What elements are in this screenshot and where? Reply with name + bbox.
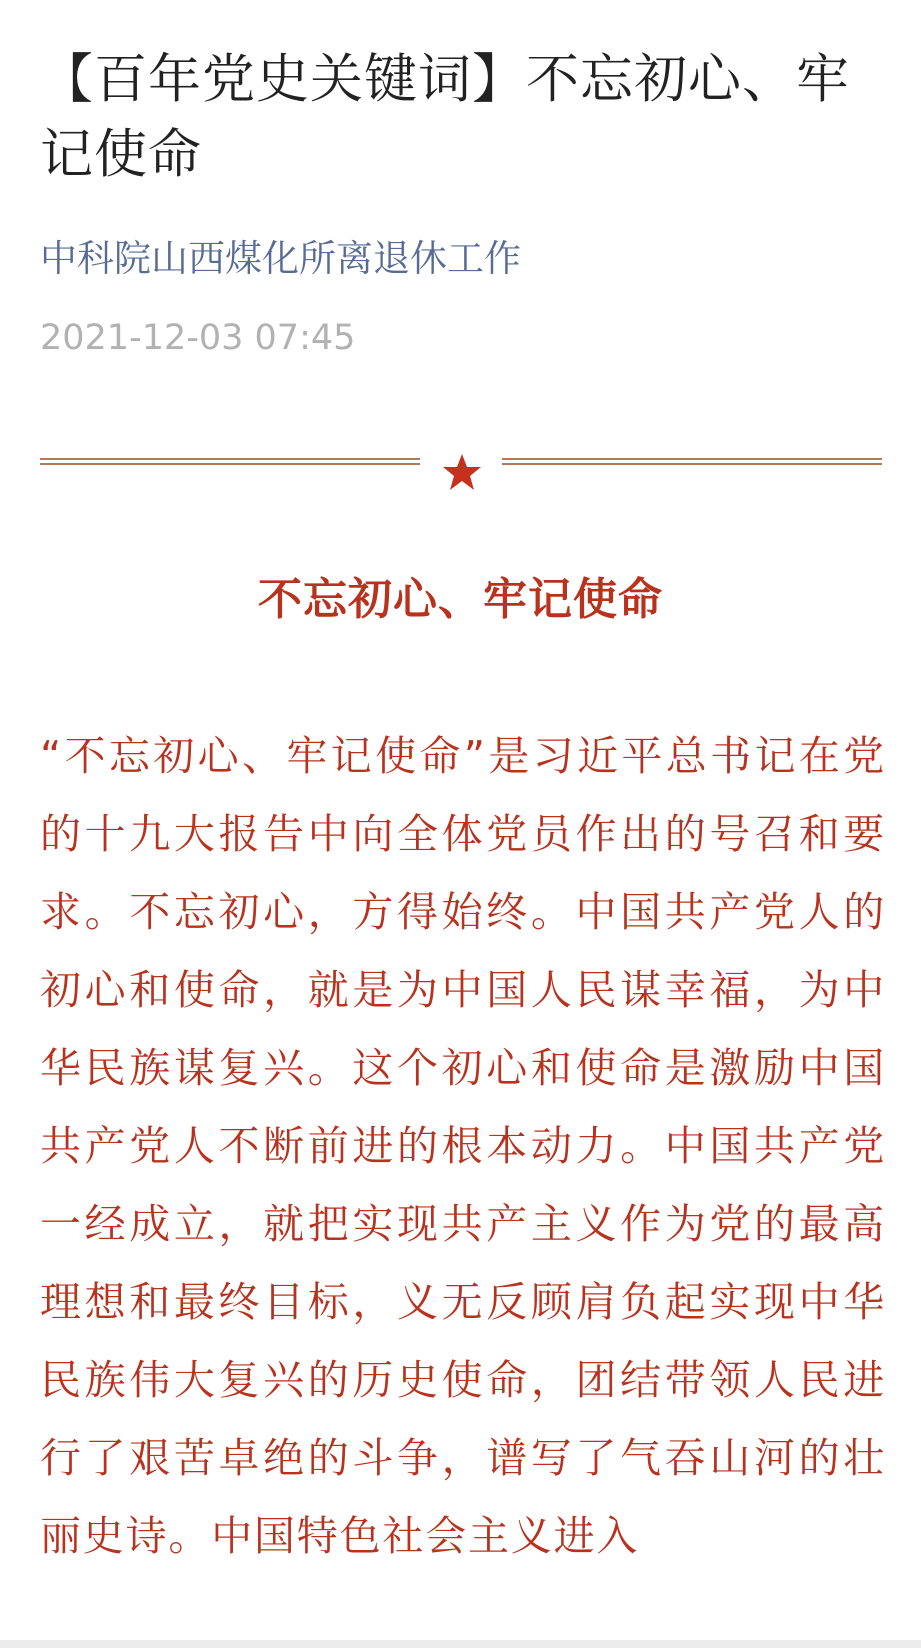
divider-line-left [40, 458, 420, 465]
star-icon [441, 451, 483, 493]
decorative-divider [40, 438, 882, 498]
account-name-link[interactable]: 中科院山西煤化所离退休工作 [40, 237, 521, 280]
publish-time: 2021-12-03 07:45 [40, 318, 356, 358]
bottom-edge [0, 1640, 921, 1648]
divider-line-right [502, 458, 882, 465]
article-title: 【百年党史关键词】不忘初心、牢记使命 [40, 49, 850, 185]
article-paragraph: “不忘初心、牢记使命”是习近平总书记在党的十九大报告中向全体党员作出的号召和要求。不忘初心，方得始终。中国共产党人的初心和使命，就是为中国人民谋幸福，为中华民族谋复兴。这个初心和使命是激励中国共产党人不断前进的根本动力。中国共产党一经成立，就把实现共产主义作为党的最高理想和最终目标，义无反顾肩负起实现中华民族伟大复兴的历史使命，团结带领人民进行了艰苦卓绝的斗争，谱写了气吞山河的壮丽史诗。中国特色社会主义进入 [40, 732, 886, 1560]
section-heading: 不忘初心、牢记使命 [258, 574, 663, 625]
